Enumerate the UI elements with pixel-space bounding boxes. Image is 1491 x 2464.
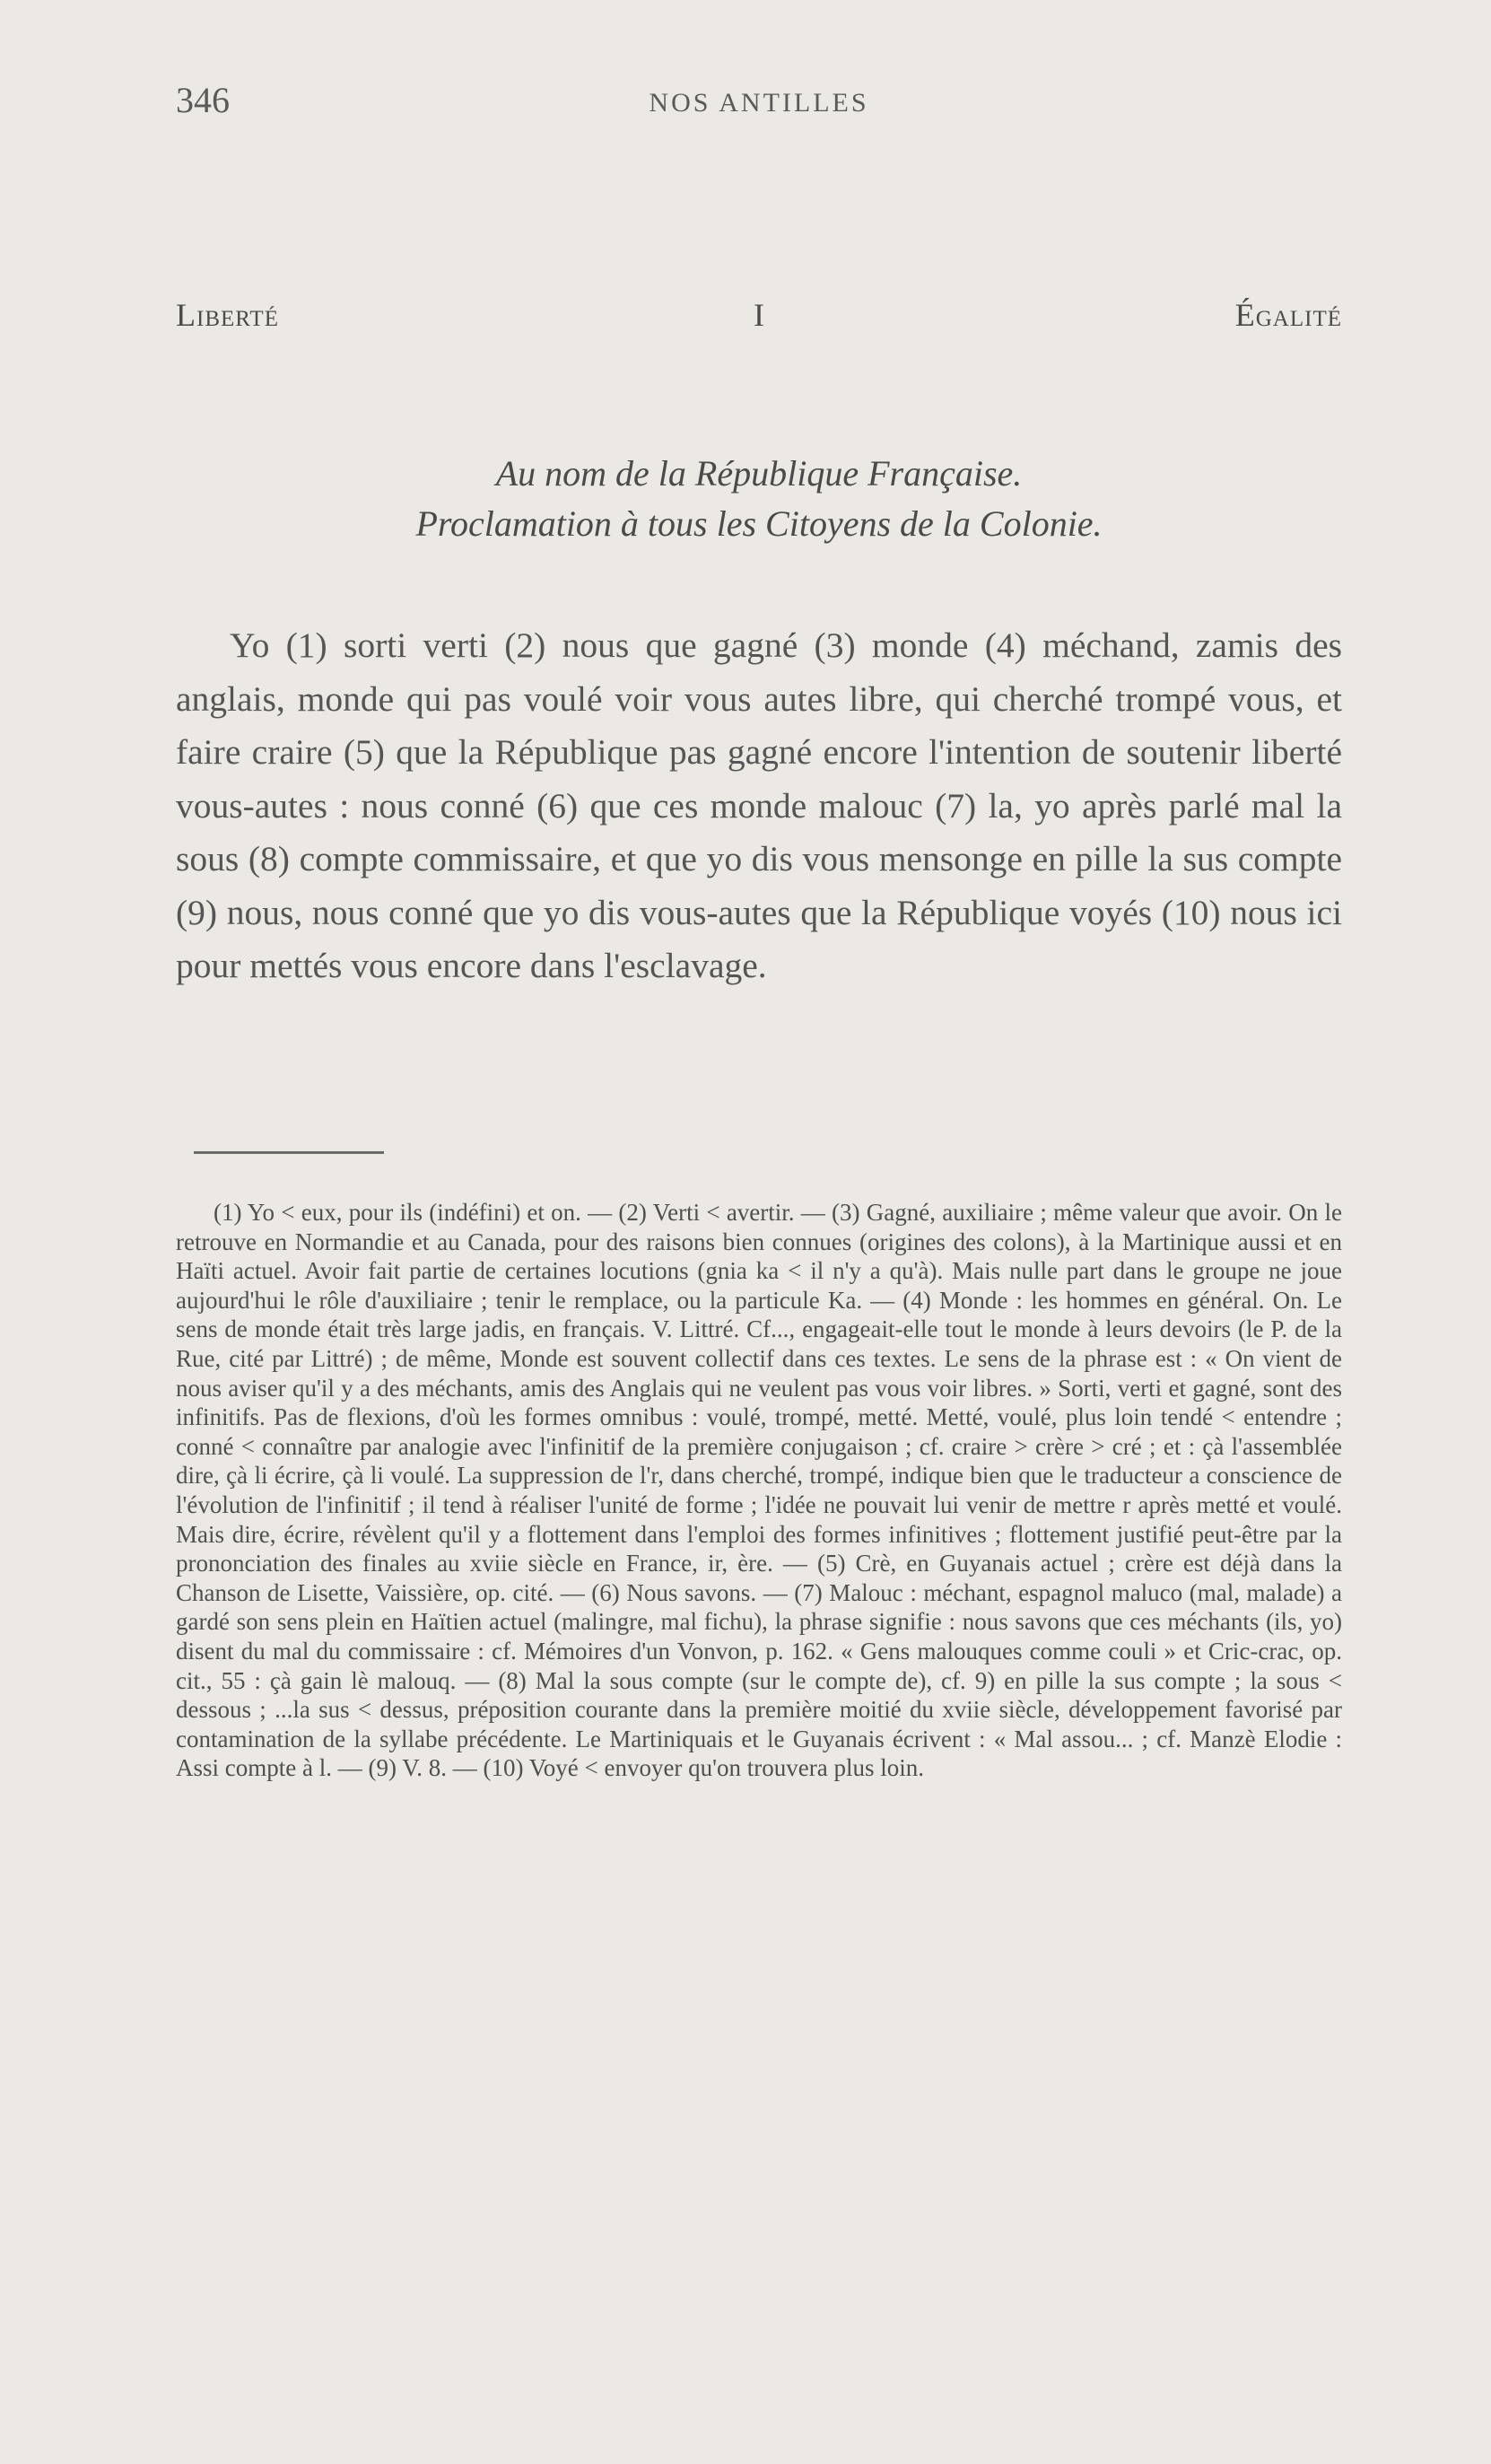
motto-line <box>176 296 1342 341</box>
proclamation-text: Yo (1) sorti verti (2) nous que gagné (3) monde (4) méchand, zamis des anglais, monde qui pas voulé voir vous autes libre, qui cherché trompé vous, et faire craire (5) que la République pas gagné encore l'intention de soutenir liberté vous-autes : nous conné (6) que ces monde malouc (7) la, yo après parlé mal la sous (8) compte commissaire, et que yo dis vous mensonge en pille la sus compte (9) nous, nous conné que yo dis vous-autes que la République voyés (10) nous ici pour mettés vous encore dans l'esclavage. <box>176 625 1342 985</box>
motto-liberte: Liberté <box>176 297 279 333</box>
running-title: NOS ANTILLES <box>649 88 869 118</box>
title-line-2: Proclamation à tous les Citoyens de la Colonie. <box>415 503 1103 544</box>
proclamation-title <box>176 449 1342 549</box>
footnotes: (1) Yo < eux, pour ils (indéfini) et on. — (2) Verti < avertir. — (3) Gagné, auxiliaire ; même valeur que avoir. On le retrouve en Normandie et au Canada, pour des raisons bien connues (origines des colons), à la Martinique aussi et en Haïti actuel. Avoir fait partie de certaines locutions (gnia ka < il n'y a qu'à). Mais nulle part dans le groupe ne joue aujourd'hui le rôle d'auxiliaire ; tenir le remplace, ou la particule Ka. — (4) Monde : les hommes en général. On. Le sens de monde était très large jadis, en français. V. Littré. Cf..., engageait-elle tout le monde à leurs devoirs (le P. de la Rue, cité par Littré) ; de même, Monde est souvent collectif dans ces textes. Le sens de la phrase est : « On vient de nous aviser qu'il y a des méchants, amis des Anglais qui ne veulent pas vous voir libres. » Sorti, verti et gagné, sont des infinitifs. Pas de flexions, d'où les formes omnibus : voulé, trompé, metté. Metté, voulé, plus loin tendé < entendre ; conné < connaître par analogie avec l'infinitif de la première conjugaison ; cf. craire > crère > cré ; et : çà l'assemblée dire, çà li écrire, çà li voulé. La suppression de l'r, dans cherché, trompé, indique bien que le traducteur a conscience de l'évolution de l'infinitif ; il tend à réaliser l'unité de forme ; l'idée ne pouvait lui venir de mettre r après metté et voulé. Mais dire, écrire, révèlent qu'il y a flottement dans l'emploi des formes infinitives ; flottement justifié peut-être par la prononciation des finales au xviie siècle en France, ir, ère. — (5) Crè, en Guyanais actuel ; crère est déjà dans la Chanson de Lisette, Vaissière, op. cité. — (6) Nous savons. — (7) Malouc : méchant, espagnol maluco (mal, malade) a gardé son sens plein en Haïtien actuel (malingre, mal fichu), la phrase signifie : nous savons que ces méchants (ils, yo) disent du mal du commissaire : cf. Mémoires d'un Vonvon, p. 162. « Gens malouques comme couli » et Cric-crac, op. cit., 55 : çà gain lè malouq. — (8) Mal la sous compte (sur le compte de), cf. 9) en pille la sus compte ; la sous < dessous ; ...la sus < dessus, préposition courante dans la première moitié du xviie siècle, développement favorisé par contamination de la syllabe précédente. Le Martiniquais et le Guyanais écrivent : « Mal assou... ; cf. Manzè Elodie : Assi compte à l. — (9) V. 8. — (10) Voyé < envoyer qu'on trouvera plus loin. <box>176 1199 1342 1782</box>
page-header <box>176 79 1342 133</box>
motto-numeral: I <box>754 297 764 333</box>
page-number: 346 <box>176 80 230 120</box>
footnote-rule <box>194 1151 384 1154</box>
motto-egalite: Égalité <box>1234 297 1342 333</box>
title-line-1: Au nom de la République Française. <box>495 453 1023 494</box>
